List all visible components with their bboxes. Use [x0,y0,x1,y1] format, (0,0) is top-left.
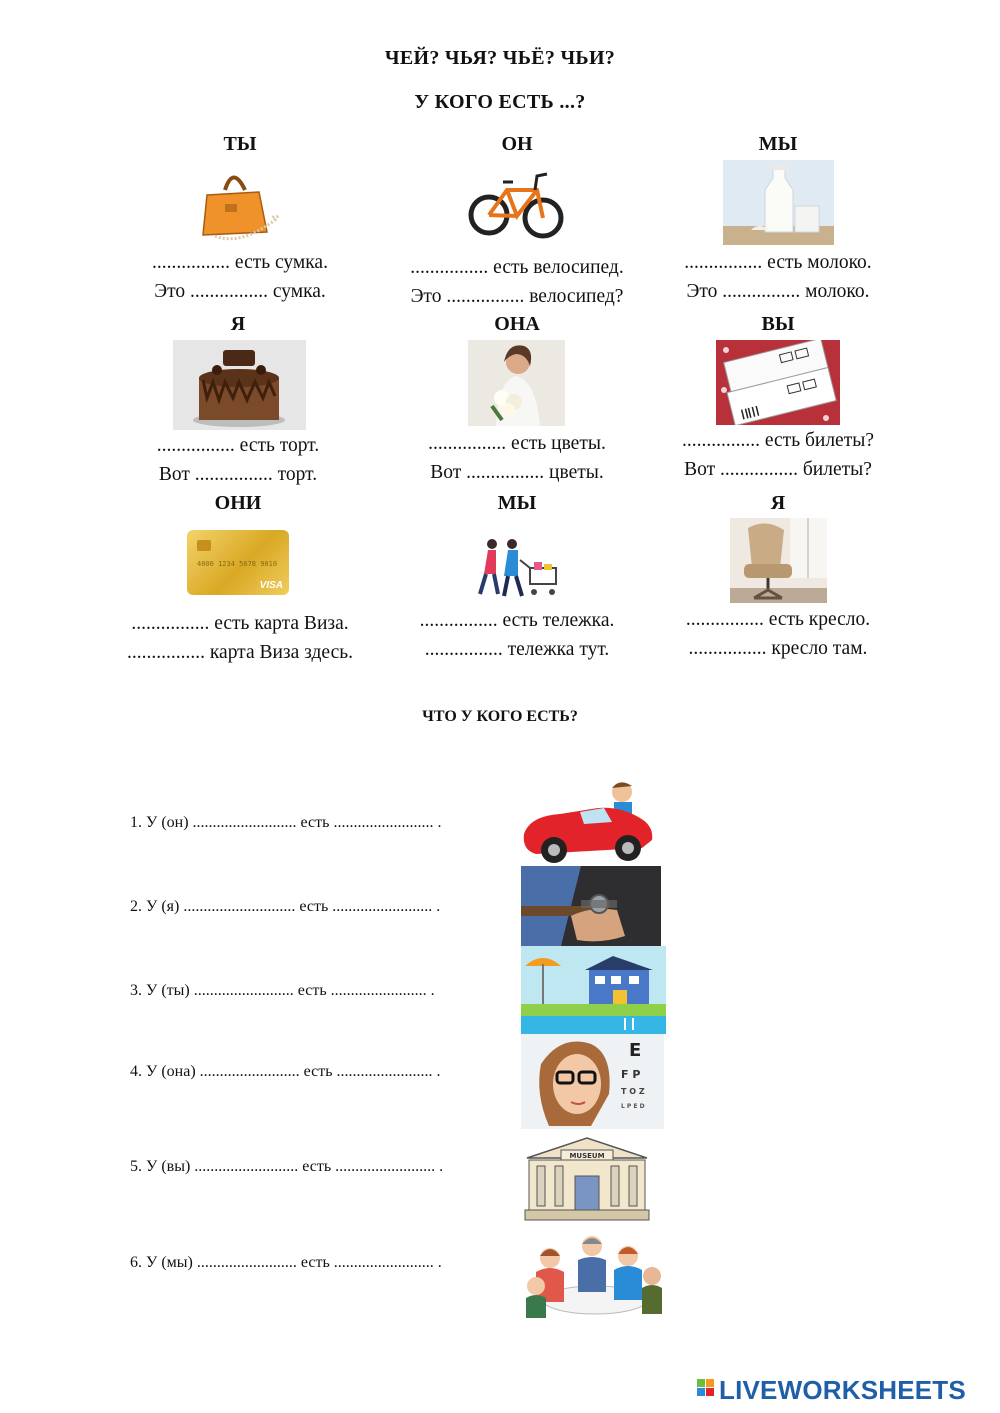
colleagues-icon [520,1228,670,1320]
page-subtitle: У КОГО ЕСТЬ ...? [414,91,586,113]
cell-8-pronoun: МЫ [497,492,537,514]
cell-9-line-2: ................ кресло там. [688,638,868,659]
cell-6-line-1: ................ есть билеты? [682,430,874,451]
cell-5-line-2: Вот ................ цветы. [430,462,604,483]
cell-5-line-1: ................ есть цветы. [428,433,606,454]
exercise-5-text: 5. У (вы) .......................... есть ......................... . [130,1158,444,1175]
cell-7-line-1: ................ есть карта Виза. [131,613,349,634]
cell-4-pronoun: Я [230,313,246,335]
cell-6-pronoun: ВЫ [761,313,795,335]
bicycle-icon [465,160,565,250]
cell-3-line-1: ................ есть молоко. [684,252,872,273]
shopping-cart-icon [468,536,565,601]
glasses-woman-icon [521,1034,664,1129]
exercise-4-text: 4. У (она) ......................... есть ........................ . [130,1063,441,1080]
cake-icon [173,340,306,430]
svg-text:E: E [629,1040,642,1061]
cell-2-line-1: ................ есть велосипед. [410,257,624,278]
museum-icon [521,1136,654,1222]
cell-4-line-1: ................ есть торт. [156,435,320,456]
exercise-1-text: 1. У (он) .......................... есть ......................... . [130,814,442,831]
card-chip [197,540,211,551]
cell-1-pronoun: ТЫ [223,133,257,155]
liveworksheets-logo-icon [697,1379,719,1403]
svg-text:F P: F P [621,1068,641,1081]
museum-sign: MUSEUM [569,1152,605,1160]
tickets-icon [716,340,840,425]
svg-text:T O Z: T O Z [621,1087,645,1096]
footer-brand[interactable]: LIVEWORKSHEETS [719,1375,966,1405]
armchair-icon [730,518,827,603]
cell-6-line-2: Вот ................ билеты? [684,459,872,480]
cell-7-pronoun: ОНИ [214,492,262,514]
handbag-icon [195,160,285,245]
visa-card-icon [187,530,289,595]
cell-9-pronoun: Я [770,492,786,514]
page-title: ЧЕЙ? ЧЬЯ? ЧЬЁ? ЧЬИ? [384,47,616,69]
house-pool-icon [521,946,666,1034]
exercise-2-text: 2. У (я) ............................ есть ......................... . [130,898,441,915]
cell-7-line-2: ................ карта Виза здесь. [126,642,353,663]
flowers-icon [468,340,565,426]
milk-icon [723,160,834,245]
cell-3-line-2: Это ................ молоко. [686,281,870,302]
svg-text:L P E D: L P E D [621,1103,645,1110]
wristwatch-icon [521,866,661,946]
cell-9-line-1: ................ есть кресло. [685,609,871,630]
section-2-title: ЧТО У КОГО ЕСТЬ? [422,708,578,725]
cell-8-line-1: ................ есть тележка. [419,610,615,631]
exercise-6-text: 6. У (мы) ......................... есть ......................... . [130,1254,442,1271]
red-car-icon [520,778,658,866]
cell-2-pronoun: ОН [501,133,533,155]
exercise-3-text: 3. У (ты) ......................... есть ........................ . [130,982,435,999]
card-number: 4000 1234 5678 9010 [197,560,278,568]
cell-1-line-1: ................ есть сумка. [152,252,328,273]
cell-2-line-2: Это ................ велосипед? [410,286,624,307]
cell-1-line-2: Это ................ сумка. [154,281,326,302]
cell-8-line-2: ................ тележка тут. [424,639,610,660]
cell-5-pronoun: ОНА [494,313,540,335]
card-brand: VISA [259,580,283,591]
cell-3-pronoun: МЫ [758,133,798,155]
cell-4-line-2: Вот ................ торт. [158,464,318,485]
